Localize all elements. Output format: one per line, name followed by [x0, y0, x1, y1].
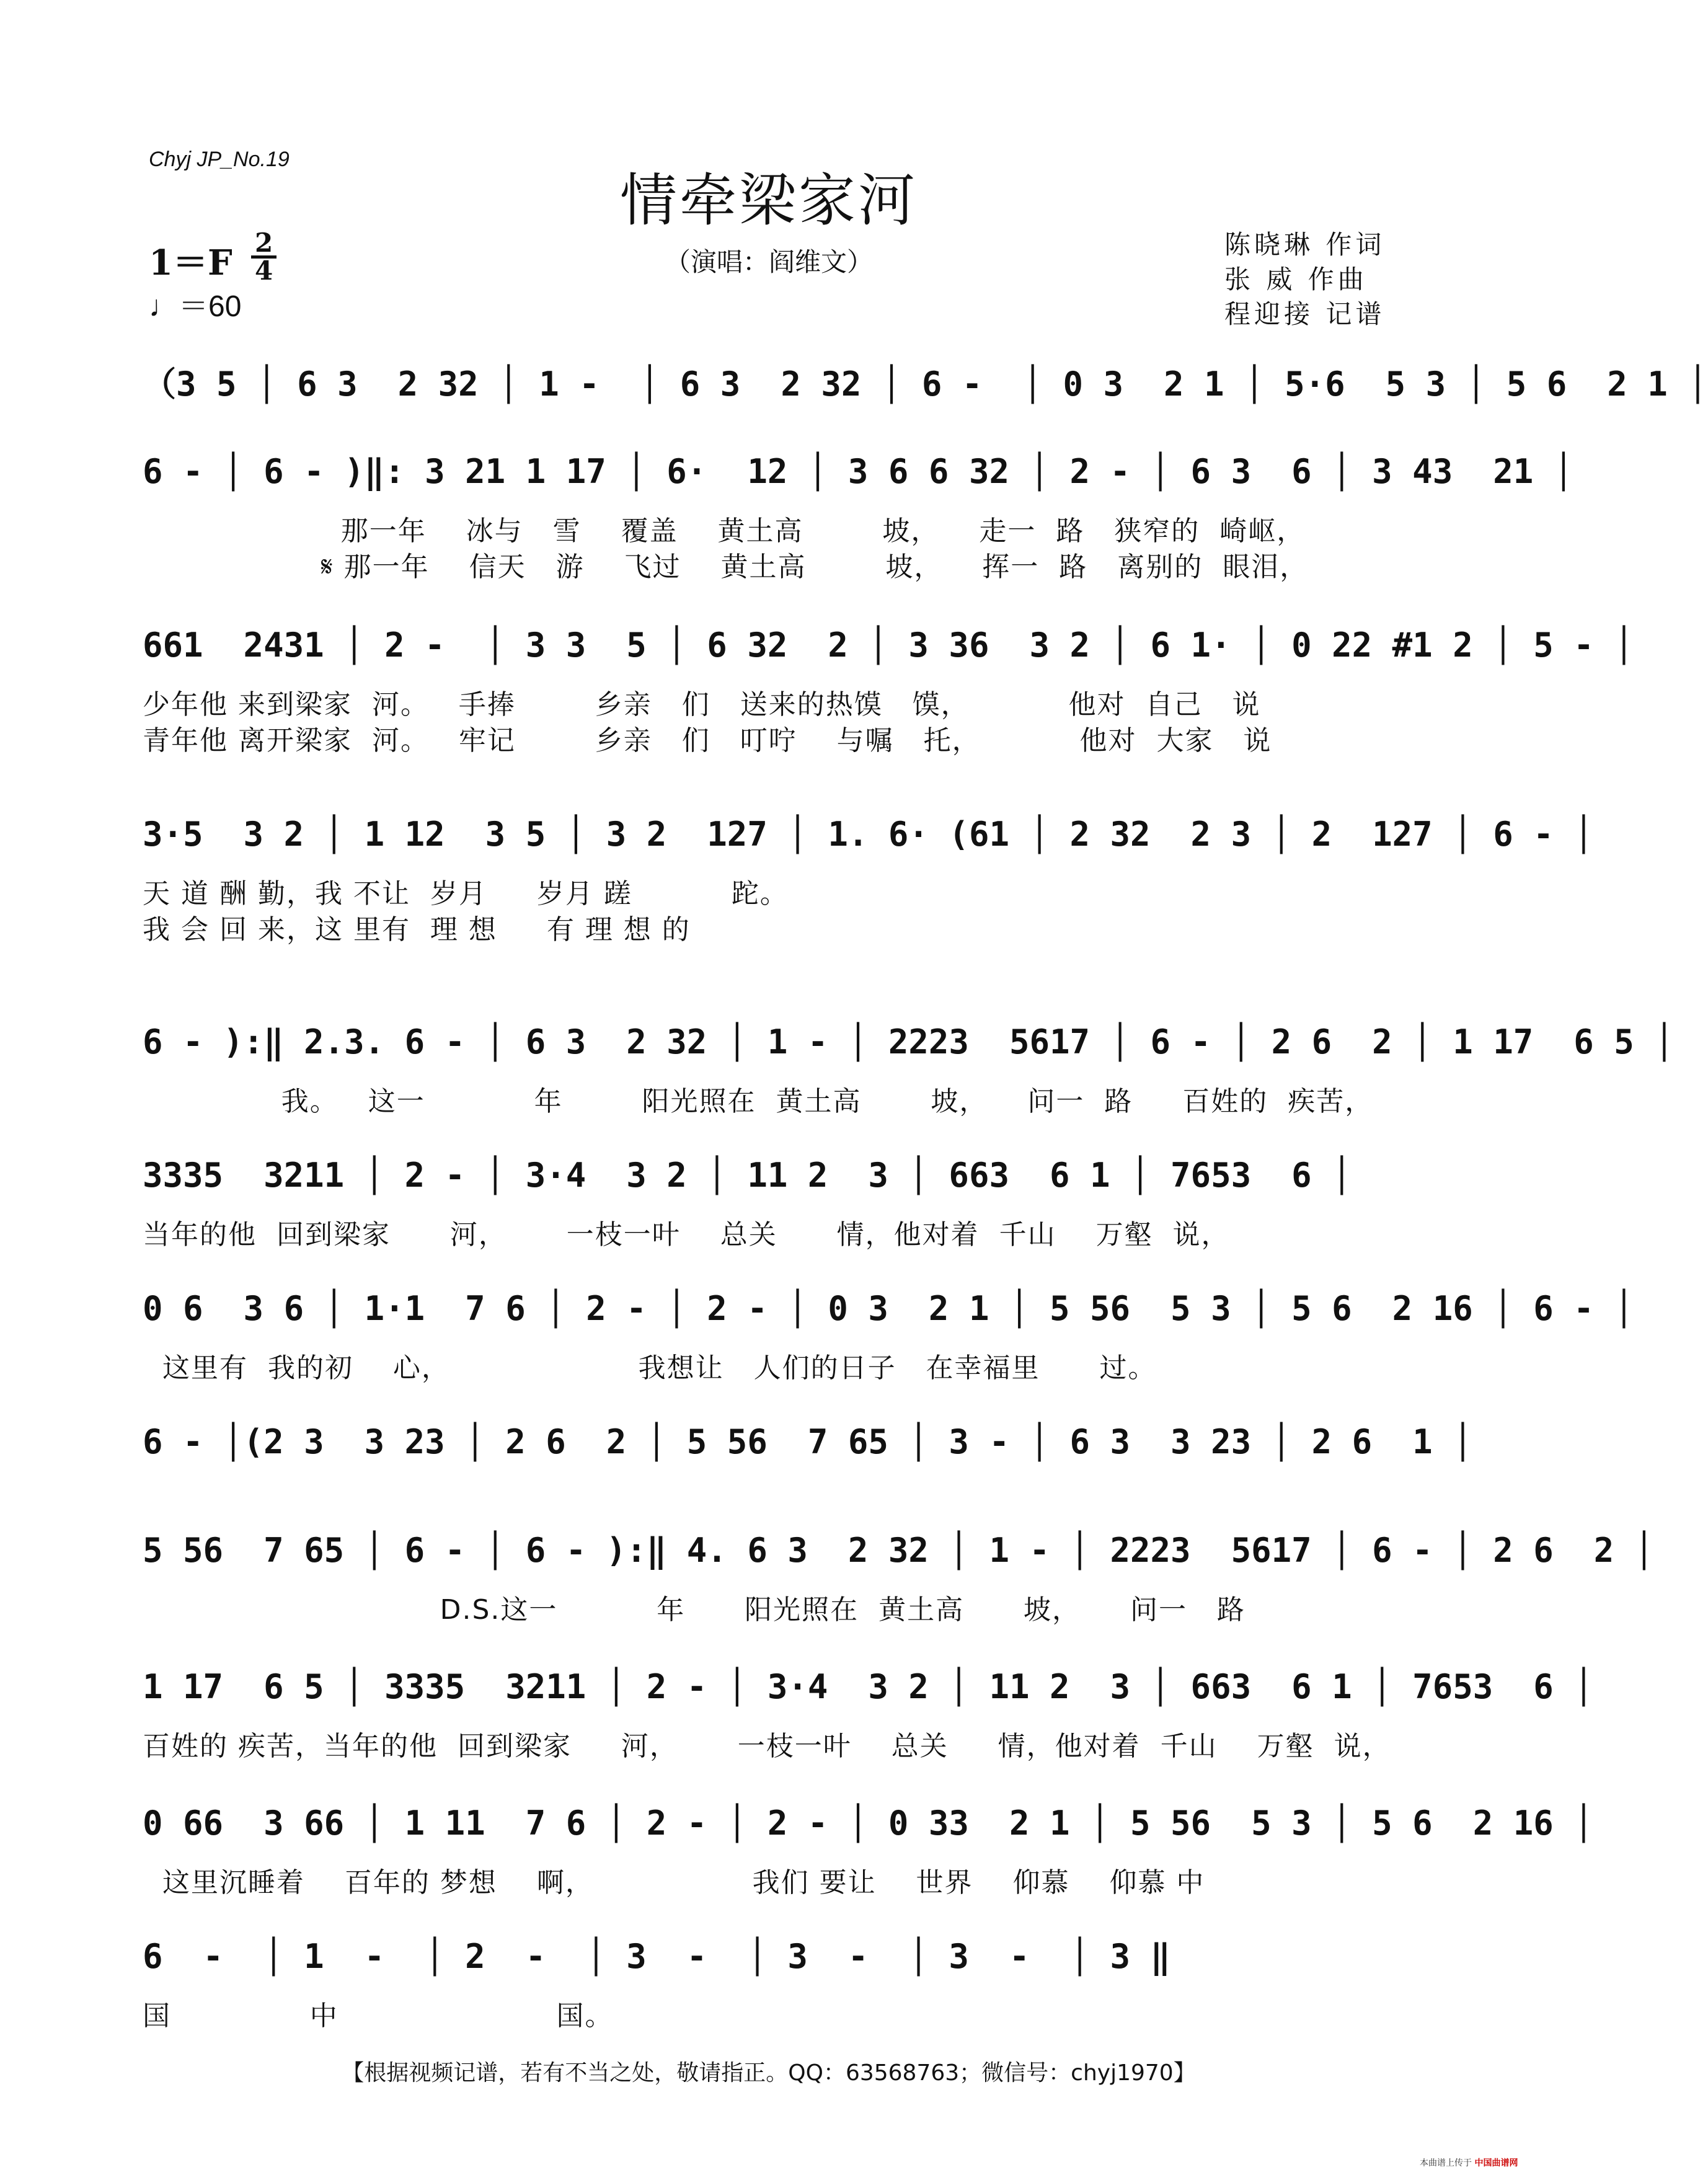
time-signature-top: 2	[251, 231, 277, 259]
music-system	[143, 1798, 1594, 1922]
music-system	[143, 809, 1594, 946]
music-system	[143, 1017, 1675, 1141]
lyric-line: 天 道 酬 勤，我 不让 岁月 岁月 蹉 跎。	[143, 878, 789, 910]
music-system	[143, 1283, 1634, 1407]
music-system	[143, 1662, 1594, 1786]
lyric-line: 当年的他 回到梁家 河， 一枝一叶 总关 情，他对着 千山 万壑 说，	[143, 1219, 1230, 1251]
key-signature: 1＝F	[149, 242, 232, 283]
lyric-line: D.S.这一 年 阳光照在 黄土高 坡， 问一 路	[143, 1594, 1246, 1626]
notation-line: （3 5 │ 6 3 2 32 │ 1 - │ 6 3 2 32 │ 6 - │ 0 3 2 1 │ 5·6 5 3 │ 5 6 2 1 │	[143, 364, 1708, 404]
footer-note: 【根据视频记谱，若有不当之处，敬请指正。QQ：63568763；微信号：chyj1970】	[342, 2060, 1196, 2086]
time-signature-bottom: 4	[255, 255, 273, 286]
notation-line: 6 - ):‖ 2.3. 6 - │ 6 3 2 32 │ 1 - │ 2223 5617 │ 6 - │ 2 6 2 │ 1 17 6 5 │	[143, 1022, 1675, 1061]
page-title: 情牵梁家河	[619, 167, 918, 234]
notation-line: 5 56 7 65 │ 6 - │ 6 - ):‖ 4. 6 3 2 32 │ 1 - │ 2223 5617 │ 6 - │ 2 6 2 │	[143, 1530, 1655, 1570]
stamp-text: 本曲谱上传于	[1420, 2158, 1472, 2168]
music-system	[143, 620, 1634, 756]
tempo-marking: ♩＝60	[149, 290, 242, 323]
music-system	[143, 1931, 1401, 2055]
notation-line: 3·5 3 2 │ 1 12 3 5 │ 3 2 127 │ 1. 6· (61 │ 2 32 2 3 │ 2 127 │ 6 - │	[143, 814, 1594, 854]
notation-line: 6 - │ 1 - │ 2 - │ 3 - │ 3 - │ 3 - │ 3 ‖	[143, 1936, 1171, 1976]
music-system	[143, 1417, 1473, 1541]
singer-credit: （演唱：阎维文）	[664, 247, 873, 277]
notation-line: 1 17 6 5 │ 3335 3211 │ 2 - │ 3·4 3 2 │ 11 2 3 │ 663 6 1 │ 7653 6 │	[143, 1667, 1594, 1706]
notation-line: 6 - │ 6 - )‖: 3 21 1 17 │ 6· 12 │ 3 6 6 32 │ 2 - │ 6 3 6 │ 3 43 21 │	[143, 451, 1574, 491]
composer-credit: 张 威 作曲	[1224, 264, 1368, 295]
lyric-line: 那一年 冰与 雪 覆盖 黄土高 坡， 走一 路 狭窄的 崎岖，	[143, 515, 1306, 547]
lyric-line: 我 会 回 来，这 里有 理 想 有 理 想 的	[143, 914, 691, 946]
notation-line: 0 6 3 6 │ 1·1 7 6 │ 2 - │ 2 - │ 0 3 2 1 │ 5 56 5 3 │ 5 6 2 16 │ 6 - │	[143, 1288, 1634, 1328]
notation-line: 661 2431 │ 2 - │ 3 3 5 │ 6 32 2 │ 3 36 3 2 │ 6 1· │ 0 22 #1 2 │ 5 - │	[143, 625, 1634, 665]
lyric-line: 百姓的 疾苦，当年的他 回到梁家 河， 一枝一叶 总关 情，他对着 千山 万壑 说，	[143, 1730, 1391, 1762]
music-system	[143, 1525, 1655, 1649]
stamp-site: 中国曲谱网	[1474, 2158, 1518, 2168]
lyricist-credit: 陈晓琳 作词	[1224, 229, 1386, 260]
lyric-line: 这里沉睡着 百年的 梦想 啊， 我们 要让 世界 仰慕 仰慕 中	[143, 1867, 1205, 1898]
time-signature	[251, 228, 277, 286]
lyric-line: 少年他 来到梁家 河。 手捧 乡亲 们 送来的热馍 馍， 他对 自己 说	[143, 689, 1261, 720]
notation-line: 0 66 3 66 │ 1 11 7 6 │ 2 - │ 2 - │ 0 33 2 1 │ 5 56 5 3 │ 5 6 2 16 │	[143, 1803, 1594, 1843]
lyric-line: 𝄋 那一年 信天 游 飞过 黄土高 坡， 挥一 路 离别的 眼泪，	[143, 551, 1309, 583]
notation-line: 6 - │(2 3 3 23 │ 2 6 2 │ 5 56 7 65 │ 3 - │ 6 3 3 23 │ 2 6 1 │	[143, 1422, 1473, 1461]
transcriber-credit: 程迎接 记谱	[1224, 299, 1386, 329]
site-stamp	[1420, 2156, 1518, 2169]
lyric-line: 我。 这一 年 阳光照在 黄土高 坡， 问一 路 百姓的 疾苦，	[143, 1086, 1374, 1117]
music-system	[143, 446, 1574, 583]
music-system	[143, 1150, 1401, 1274]
lyric-line: 这里有 我的初 心， 我想让 人们的日子 在幸福里 过。	[143, 1352, 1157, 1384]
lyric-line: 青年他 离开梁家 河。 牢记 乡亲 们 叮咛 与嘱 托， 他对 大家 说	[143, 725, 1272, 756]
score-id: Chyj JP_No.19	[149, 148, 290, 171]
lyric-line: 国 中 国。	[143, 2000, 614, 2032]
notation-line: 3335 3211 │ 2 - │ 3·4 3 2 │ 11 2 3 │ 663 6 1 │ 7653 6 │	[143, 1155, 1352, 1195]
